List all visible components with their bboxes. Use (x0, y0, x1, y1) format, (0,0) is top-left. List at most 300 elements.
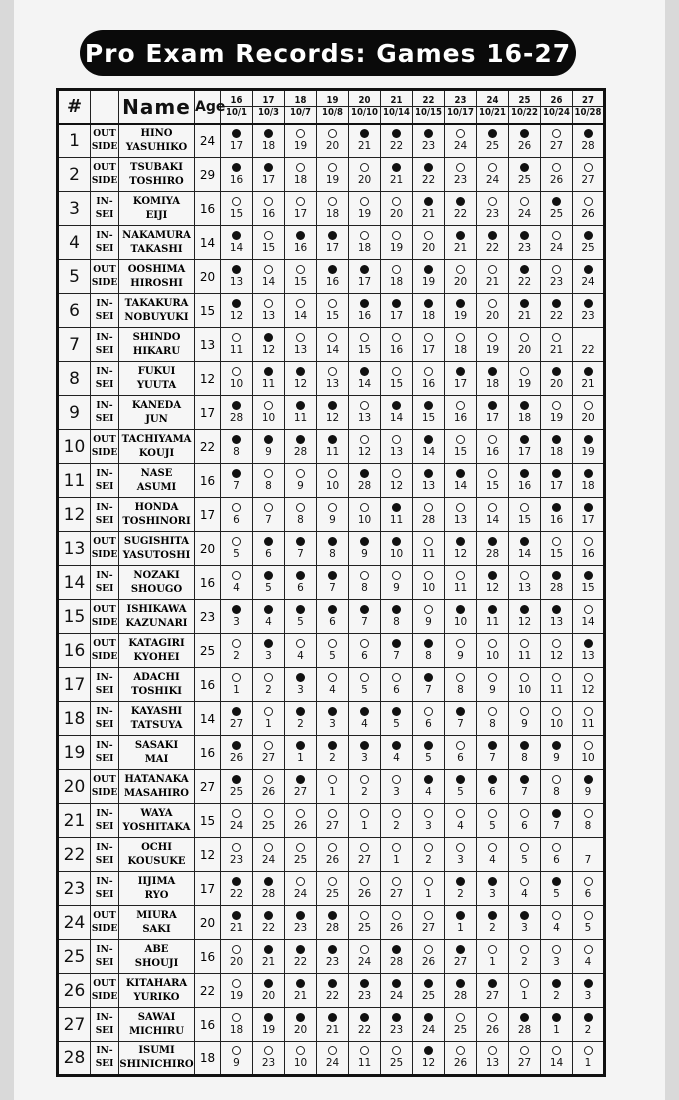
game-cell (573, 668, 605, 702)
game-cell (349, 872, 381, 906)
game-cell (445, 770, 477, 804)
player-type-line: SEI (95, 515, 114, 526)
game-cell (509, 600, 541, 634)
win-black-stone-icon (584, 129, 593, 138)
opponent-number: 3 (425, 819, 432, 832)
win-black-stone-icon (296, 537, 305, 546)
game-cell (221, 532, 253, 566)
game-cell (349, 974, 381, 1008)
opponent-number: 10 (293, 1057, 308, 1069)
loss-white-stone-icon (520, 673, 529, 682)
game-cell (221, 124, 253, 158)
opponent-number: 24 (261, 853, 276, 866)
game-cell (445, 872, 477, 906)
player-number: 23 (58, 872, 91, 906)
game-cell (381, 668, 413, 702)
win-black-stone-icon (552, 1013, 561, 1022)
game-cell (509, 838, 541, 872)
player-age: 17 (195, 396, 221, 430)
player-given-name: TAKASHI (130, 243, 183, 255)
win-black-stone-icon (392, 945, 401, 954)
loss-white-stone-icon (232, 367, 241, 376)
opponent-number: 21 (581, 377, 595, 390)
win-black-stone-icon (584, 367, 593, 376)
win-black-stone-icon (488, 775, 497, 784)
win-black-stone-icon (520, 469, 529, 478)
win-black-stone-icon (552, 571, 561, 580)
table-row (58, 260, 605, 294)
player-given-name: SHINICHIRO (119, 1059, 194, 1070)
game-cell (541, 872, 573, 906)
opponent-number: 3 (521, 921, 528, 934)
opponent-number: 16 (229, 173, 244, 186)
game-date: 10/15 (412, 106, 445, 118)
player-type (91, 906, 119, 940)
opponent-number: 22 (357, 1023, 372, 1036)
loss-white-stone-icon (264, 809, 273, 818)
game-cell (413, 294, 445, 328)
game-cell (349, 940, 381, 974)
opponent-number: 11 (581, 717, 595, 730)
loss-white-stone-icon (360, 435, 369, 444)
opponent-number: 19 (581, 445, 595, 458)
loss-white-stone-icon (328, 673, 337, 682)
opponent-number: 27 (453, 955, 468, 968)
loss-white-stone-icon (392, 435, 401, 444)
opponent-number: 21 (325, 1023, 340, 1036)
opponent-number: 23 (357, 989, 372, 1002)
opponent-number: 10 (389, 547, 404, 560)
opponent-number: 24 (389, 989, 404, 1002)
player-family-name: NAKAMURA (122, 229, 191, 241)
player-number: 17 (58, 668, 91, 702)
opponent-number: 15 (453, 445, 468, 458)
loss-white-stone-icon (328, 503, 337, 512)
opponent-number: 21 (517, 309, 532, 322)
win-black-stone-icon (392, 639, 401, 648)
opponent-number: 18 (389, 275, 404, 288)
opponent-number: 8 (489, 717, 496, 730)
player-given-name: YUUTA (136, 379, 177, 391)
game-cell (477, 294, 509, 328)
opponent-number: 4 (361, 717, 368, 730)
opponent-number: 2 (521, 955, 528, 968)
game-date: 10/28 (572, 106, 604, 118)
player-type (91, 872, 119, 906)
player-age: 16 (195, 464, 221, 498)
player-type (91, 940, 119, 974)
table-row (58, 464, 605, 498)
loss-white-stone-icon (328, 197, 337, 206)
player-given-name: YASUTOSHI (122, 549, 191, 561)
win-black-stone-icon (360, 265, 369, 274)
win-black-stone-icon (552, 503, 561, 512)
loss-white-stone-icon (456, 435, 465, 444)
table-row (58, 362, 605, 396)
player-type (91, 260, 119, 294)
win-black-stone-icon (520, 231, 529, 240)
game-cell (285, 294, 317, 328)
win-black-stone-icon (392, 605, 401, 614)
game-cell (445, 940, 477, 974)
player-name (119, 702, 195, 736)
loss-white-stone-icon (328, 843, 337, 852)
win-black-stone-icon (296, 945, 305, 954)
game-cell (285, 464, 317, 498)
game-date: 10/1 (220, 106, 253, 118)
opponent-number: 12 (549, 649, 564, 662)
loss-white-stone-icon (424, 911, 433, 920)
player-given-name: RYO (144, 889, 169, 901)
game-cell (509, 294, 541, 328)
opponent-number: 12 (293, 377, 308, 390)
loss-white-stone-icon (296, 197, 305, 206)
loss-white-stone-icon (520, 945, 529, 954)
game-cell (413, 498, 445, 532)
player-family-name: SASAKI (134, 739, 179, 751)
opponent-number: 14 (549, 1057, 564, 1069)
opponent-number: 16 (293, 241, 308, 254)
opponent-number: 17 (261, 173, 276, 186)
player-family-name: KANEDA (131, 399, 182, 411)
game-cell (541, 974, 573, 1008)
game-cell (317, 498, 349, 532)
player-type (91, 600, 119, 634)
loss-white-stone-icon (456, 1046, 465, 1055)
game-cell (477, 362, 509, 396)
game-cell (509, 362, 541, 396)
win-black-stone-icon (232, 877, 241, 886)
game-cell (573, 702, 605, 736)
game-cell (285, 770, 317, 804)
game-cell (349, 600, 381, 634)
loss-white-stone-icon (296, 163, 305, 172)
game-cell (349, 566, 381, 600)
loss-white-stone-icon (232, 1013, 241, 1022)
opponent-number: 8 (297, 513, 304, 526)
records-table (56, 88, 606, 1077)
player-type (91, 328, 119, 362)
game-cell (221, 430, 253, 464)
opponent-number: 12 (261, 343, 276, 356)
opponent-number: 24 (581, 275, 595, 288)
opponent-number: 1 (553, 1023, 560, 1036)
loss-white-stone-icon (488, 945, 497, 954)
opponent-number: 25 (261, 819, 276, 832)
game-cell (317, 158, 349, 192)
win-black-stone-icon (424, 197, 433, 206)
opponent-number: 15 (293, 275, 308, 288)
loss-white-stone-icon (360, 571, 369, 580)
game-cell (413, 124, 445, 158)
game-cell (445, 362, 477, 396)
game-cell (509, 566, 541, 600)
player-type-line: IN- (96, 230, 113, 241)
game-cell (445, 260, 477, 294)
opponent-number: 18 (581, 479, 595, 492)
table-row (58, 736, 605, 770)
game-cell (573, 464, 605, 498)
opponent-number: 7 (393, 649, 400, 662)
game-cell (445, 668, 477, 702)
loss-white-stone-icon (328, 129, 337, 138)
game-date: 10/21 (476, 106, 509, 118)
opponent-number: 16 (485, 445, 500, 458)
win-black-stone-icon (520, 265, 529, 274)
loss-white-stone-icon (456, 333, 465, 342)
win-black-stone-icon (232, 299, 241, 308)
loss-white-stone-icon (392, 673, 401, 682)
opponent-number: 21 (453, 241, 468, 254)
loss-white-stone-icon (520, 809, 529, 818)
game-cell (253, 226, 285, 260)
game-cell (253, 600, 285, 634)
opponent-number: 23 (293, 921, 308, 934)
player-number: 3 (58, 192, 91, 226)
player-given-name: YASUHIKO (125, 141, 188, 153)
player-number: 15 (58, 600, 91, 634)
win-black-stone-icon (488, 911, 497, 920)
opponent-number: 4 (553, 921, 560, 934)
win-black-stone-icon (456, 537, 465, 546)
opponent-number: 3 (329, 717, 336, 730)
player-type-line: IN- (96, 842, 113, 853)
opponent-number: 2 (393, 819, 400, 832)
loss-white-stone-icon (552, 129, 561, 138)
game-cell (413, 1042, 445, 1076)
game-cell (477, 804, 509, 838)
game-cell (477, 260, 509, 294)
opponent-number: 6 (233, 513, 240, 526)
game-cell (509, 804, 541, 838)
loss-white-stone-icon (296, 503, 305, 512)
opponent-number: 4 (457, 819, 464, 832)
game-cell (221, 294, 253, 328)
loss-white-stone-icon (520, 707, 529, 716)
game-cell (221, 838, 253, 872)
game-cell (445, 906, 477, 940)
opponent-number: 26 (517, 139, 532, 152)
player-type-line: OUT (93, 128, 116, 139)
game-cell (573, 532, 605, 566)
win-black-stone-icon (264, 877, 273, 886)
win-black-stone-icon (584, 571, 593, 580)
game-cell (381, 838, 413, 872)
opponent-number: 11 (421, 547, 436, 560)
opponent-number: 27 (517, 1057, 532, 1069)
player-number: 8 (58, 362, 91, 396)
loss-white-stone-icon (584, 809, 593, 818)
opponent-number: 2 (489, 921, 496, 934)
opponent-number: 20 (421, 241, 436, 254)
opponent-number: 16 (325, 275, 340, 288)
opponent-number: 24 (453, 139, 468, 152)
win-black-stone-icon (232, 435, 241, 444)
game-cell (221, 770, 253, 804)
opponent-number: 17 (549, 479, 564, 492)
win-black-stone-icon (232, 163, 241, 172)
player-family-name: ISHIKAWA (126, 603, 187, 615)
loss-white-stone-icon (488, 299, 497, 308)
opponent-number: 19 (325, 173, 340, 186)
opponent-number: 2 (457, 887, 464, 900)
opponent-number: 8 (265, 479, 272, 492)
player-type-line: IN- (96, 808, 113, 819)
game-cell (349, 498, 381, 532)
player-family-name: NASE (140, 467, 173, 479)
win-black-stone-icon (456, 299, 465, 308)
loss-white-stone-icon (392, 197, 401, 206)
game-cell (349, 362, 381, 396)
opponent-number: 1 (233, 683, 240, 696)
player-type-line: IN- (96, 706, 113, 717)
loss-white-stone-icon (264, 1046, 273, 1055)
player-type-line: IN- (96, 740, 113, 751)
loss-white-stone-icon (424, 367, 433, 376)
player-number: 27 (58, 1008, 91, 1042)
header-game-20 (349, 90, 381, 124)
loss-white-stone-icon (264, 469, 273, 478)
opponent-number: 24 (517, 207, 532, 220)
game-cell (573, 498, 605, 532)
opponent-number: 12 (389, 479, 404, 492)
game-cell (477, 668, 509, 702)
game-cell (413, 192, 445, 226)
game-cell (285, 600, 317, 634)
game-cell (541, 702, 573, 736)
game-cell (317, 124, 349, 158)
game-cell (541, 430, 573, 464)
table-row (58, 124, 605, 158)
game-cell (445, 124, 477, 158)
player-age: 18 (195, 1042, 221, 1076)
game-cell (413, 668, 445, 702)
win-black-stone-icon (296, 367, 305, 376)
player-type (91, 294, 119, 328)
opponent-number: 20 (229, 955, 244, 968)
opponent-number: 26 (261, 785, 276, 798)
game-cell (221, 1008, 253, 1042)
loss-white-stone-icon (584, 537, 593, 546)
opponent-number: 17 (453, 377, 468, 390)
win-black-stone-icon (488, 367, 497, 376)
table-row (58, 872, 605, 906)
win-black-stone-icon (296, 435, 305, 444)
win-black-stone-icon (360, 129, 369, 138)
win-black-stone-icon (488, 571, 497, 580)
player-type-line: SEI (95, 481, 114, 492)
game-cell (509, 872, 541, 906)
table-row (58, 430, 605, 464)
game-cell (253, 396, 285, 430)
loss-white-stone-icon (264, 775, 273, 784)
opponent-number: 10 (357, 513, 372, 526)
loss-white-stone-icon (488, 197, 497, 206)
game-cell (285, 498, 317, 532)
win-black-stone-icon (392, 741, 401, 750)
player-type-line: SEI (95, 1059, 114, 1069)
player-age: 27 (195, 770, 221, 804)
opponent-number: 1 (457, 921, 464, 934)
game-cell (285, 158, 317, 192)
opponent-number: 8 (521, 751, 528, 764)
player-type-line: IN- (96, 298, 113, 309)
game-cell (253, 736, 285, 770)
table-row (58, 702, 605, 736)
win-black-stone-icon (584, 639, 593, 648)
loss-white-stone-icon (584, 945, 593, 954)
win-black-stone-icon (232, 911, 241, 920)
game-cell (381, 600, 413, 634)
player-given-name: TOSHIKI (131, 685, 182, 697)
opponent-number: 5 (265, 581, 272, 594)
game-cell (477, 226, 509, 260)
game-cell (381, 192, 413, 226)
opponent-number: 25 (421, 989, 436, 1002)
game-cell (221, 192, 253, 226)
win-black-stone-icon (424, 265, 433, 274)
game-cell (381, 702, 413, 736)
game-cell (541, 634, 573, 668)
player-family-name: ADACHI (133, 671, 180, 683)
table-row (58, 328, 605, 362)
player-name (119, 940, 195, 974)
opponent-number: 11 (357, 1057, 372, 1069)
game-cell (285, 668, 317, 702)
win-black-stone-icon (264, 911, 273, 920)
game-cell (285, 872, 317, 906)
game-cell (573, 906, 605, 940)
game-cell (381, 940, 413, 974)
opponent-number: 12 (357, 445, 372, 458)
game-cell (413, 328, 445, 362)
opponent-number: 19 (261, 1023, 276, 1036)
opponent-number: 14 (389, 411, 404, 424)
game-cell (509, 940, 541, 974)
opponent-number: 26 (229, 751, 244, 764)
game-cell (349, 702, 381, 736)
loss-white-stone-icon (392, 571, 401, 580)
player-family-name: IIJIMA (137, 875, 176, 887)
win-black-stone-icon (328, 911, 337, 920)
game-cell (509, 158, 541, 192)
game-cell (253, 260, 285, 294)
game-cell (381, 260, 413, 294)
loss-white-stone-icon (552, 1046, 561, 1055)
game-cell (349, 634, 381, 668)
game-cell (413, 906, 445, 940)
win-black-stone-icon (264, 979, 273, 988)
opponent-number: 17 (389, 309, 404, 322)
opponent-number: 22 (581, 343, 595, 356)
game-cell (285, 430, 317, 464)
win-black-stone-icon (488, 129, 497, 138)
game-cell (573, 804, 605, 838)
opponent-number: 19 (357, 207, 372, 220)
player-number: 6 (58, 294, 91, 328)
player-family-name: SAWAI (137, 1011, 176, 1023)
header-game-23 (445, 90, 477, 124)
win-black-stone-icon (552, 469, 561, 478)
game-cell (285, 804, 317, 838)
opponent-number: 20 (389, 207, 404, 220)
player-type-line: IN- (96, 672, 113, 683)
win-black-stone-icon (360, 367, 369, 376)
win-black-stone-icon (584, 435, 593, 444)
opponent-number: 9 (521, 717, 528, 730)
opponent-number: 13 (485, 1057, 500, 1069)
loss-white-stone-icon (424, 537, 433, 546)
